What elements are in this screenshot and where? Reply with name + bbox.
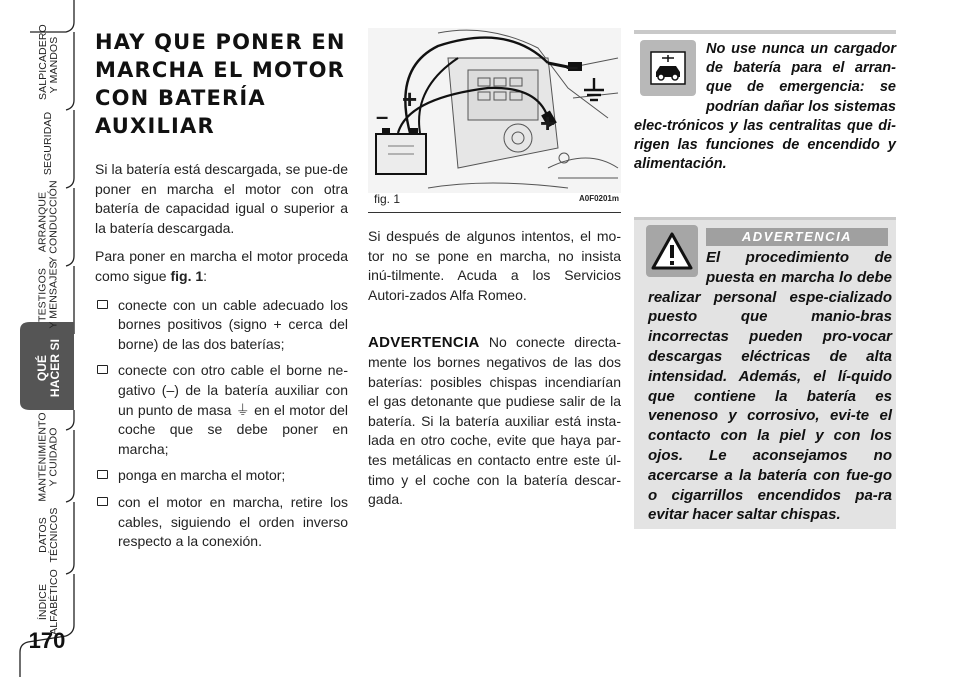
advertencia-text: No conecte directa-mente los bornes negativos de las dos baterías: posibles chispas incendiarían el gas detonante que pudiese salir de la batería. Si la batería auxiliar está insta-lada en otro coche, evite que haya par-tes metálicas en contacto entre este úl-timo y el coche con la batería descar-gada. <box>368 334 621 508</box>
tab-label: ÍNDICE ALFABÉTICO <box>37 569 60 635</box>
icon-spacer <box>648 248 706 286</box>
checkbox-bullet-icon <box>97 300 108 309</box>
figure-code: A0F0201m <box>578 194 619 203</box>
tab-salpicadero[interactable] <box>20 24 78 100</box>
tab-label: SALPICADERO Y MANDOS <box>37 24 60 100</box>
tab-label: TESTIGOS Y MENSAJES <box>37 261 61 329</box>
charger-note <box>634 30 896 174</box>
list-item <box>95 361 348 459</box>
warning-badge: ADVERTENCIA <box>706 228 888 246</box>
chapter-tabs-sidebar <box>0 0 82 677</box>
minus-symbol: – <box>376 104 389 129</box>
plus-symbol: + <box>402 84 418 114</box>
second-column <box>368 227 621 519</box>
tab-datos-tecnicos[interactable] <box>20 500 78 570</box>
procedure-paragraph <box>95 247 348 286</box>
title-line: AUXILIAR <box>95 114 215 138</box>
step-text: conecte con un cable adecuado los bornes positivos (signo + cerca del borne) de las dos baterías; <box>118 296 348 352</box>
tab-mantenimiento[interactable] <box>20 412 78 502</box>
figure-battery-jumpstart <box>368 28 621 213</box>
checkbox-bullet-icon <box>97 470 108 479</box>
tab-testigos[interactable] <box>20 260 78 330</box>
checkbox-bullet-icon <box>97 497 108 506</box>
advertencia-label: ADVERTENCIA <box>368 334 480 352</box>
step-text: con el motor en marcha, retire los cables, siguiendo el orden inverso respecto a la conexión. <box>118 493 348 550</box>
tab-label: QUÉ HACER SI <box>35 338 63 398</box>
procedure-suffix: : <box>203 267 208 284</box>
tab-label: DATOS TÉCNICOS <box>37 507 60 563</box>
tab-que-hacer-si[interactable] <box>20 330 78 406</box>
steps-list <box>95 296 348 552</box>
car-battery-charger-icon <box>640 40 696 96</box>
warning-body: El procedimiento de puesta en marcha lo debe realizar personal espe-cializado puesto que manio-bras incorrectas pueden pro-vocar descargas eléctricas de alta intensidad. Además, el lí-quido que contiene la batería es venenoso y corrosivo, evi-te el contacto con la piel y con los ojos. Le aconsejamos no acercarse a la batería con fue-go o cigarrillos encendidos pa-ra evitar hacer saltar chispas. <box>648 249 892 524</box>
page-number: 170 <box>28 628 66 653</box>
procedure-prefix: Para poner en marcha el motor proceda como sigue <box>95 248 348 284</box>
tab-indice-alfabetico[interactable] <box>20 568 78 636</box>
tab-seguridad[interactable] <box>20 108 78 178</box>
warning-box <box>634 217 896 529</box>
warning-text <box>648 248 892 525</box>
list-item <box>95 466 348 486</box>
title-line: CON BATERÍA <box>95 86 266 110</box>
retry-paragraph: Si después de algunos intentos, el mo-tor no se pone en marcha, no insista inú-tilmente. Acuda a los Servicios Autori-zados Alfa Romeo. <box>368 228 621 303</box>
step-text: conecte con otro cable el borne ne-gativo (–) de la batería auxiliar con un punto de masa ⏚ en el motor del coche que se debe poner en marcha; <box>118 362 348 457</box>
list-item <box>95 296 348 355</box>
figure-reference[interactable]: fig. 1 <box>170 267 204 284</box>
plus-symbol: + <box>540 108 556 138</box>
checkbox-bullet-icon <box>97 365 108 374</box>
divider <box>634 30 896 34</box>
step-text: ponga en marcha el motor; <box>118 467 286 484</box>
section-title <box>95 28 348 140</box>
main-column <box>95 28 348 559</box>
charger-note-text: No use nunca un cargador de batería para el arran-que de emergencia: se podrían dañar los sistemas elec-trónicos y las centralitas que di-rigen las funciones de encendido y alimentación. <box>634 41 896 173</box>
tab-label: ARRANQUE Y CONDUCCIÓN <box>37 180 61 264</box>
tab-arranque[interactable] <box>20 182 78 262</box>
figure-caption: fig. 1 <box>374 192 401 206</box>
tab-label: SEGURIDAD <box>42 111 55 175</box>
title-line: MARCHA EL MOTOR <box>95 58 346 82</box>
tab-label: MANTENIMIENTO Y CUIDADO <box>37 412 61 502</box>
minus-symbol: – <box>566 54 579 79</box>
intro-paragraph: Si la batería está descargada, se pue-de poner en marcha el motor con otra batería de capacidad igual o superior a la batería descargada. <box>95 161 348 236</box>
list-item <box>95 493 348 552</box>
title-line: HAY QUE PONER EN <box>95 30 346 54</box>
advertencia-paragraph <box>368 333 621 509</box>
